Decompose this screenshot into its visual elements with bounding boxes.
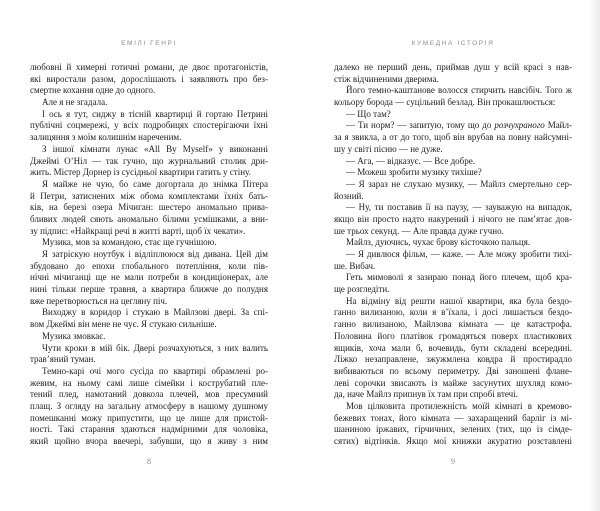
text-line: нині тільки перше травня, а квартира ближче до полудня xyxy=(30,284,268,295)
text-line: шаниною іржавих, гірчичних, зелених (тих, що із сімде- xyxy=(334,424,572,435)
text-line: ганно вилизаною, коли я в’їхала, і досі лишається бездо- xyxy=(334,307,572,318)
right-page xyxy=(334,0,572,511)
text-line: Я майже не чую, бо саме догортала до знімка Пітера xyxy=(42,178,268,189)
text-line: ганно вилизаною, Майлзова кімната — це катастрофа. xyxy=(334,319,572,330)
text-line: ще розгледіти. xyxy=(334,284,390,295)
text-line: бежевих тонах, його кімната — захаращений барліг із мі- xyxy=(334,412,572,423)
text-line: трав’яний туман. xyxy=(30,354,96,365)
text-line: який щойно вчора ввечері, забувши, що я живу з ним xyxy=(30,436,268,446)
text-line: збудовано до епохи глобального потепління, коли пів- xyxy=(30,260,268,271)
running-header-author: ЕМІЛІ ГЕНРІ xyxy=(121,40,177,47)
text-line: смертне кохання одне до одного. xyxy=(30,85,156,96)
text-line: Майлз, дуючись, чухає брову кісточкою пальця. xyxy=(346,237,531,248)
text-line: Джеймі О’Ніл — так гучно, що журнальний столик дри- xyxy=(30,155,268,166)
text-line: бливих людей сяють аномально білими усмішками, а вни- xyxy=(30,213,268,224)
text-line: ше трьох секунд. — Але правда дуже гучно. xyxy=(334,225,504,236)
text-line: І ось я тут, сиджу в тісній квартирці й гортаю Петрині xyxy=(42,108,268,119)
right-page-body xyxy=(334,62,572,448)
text-line: Чути кроки в мій бік. Двері розчахуються, з них валить xyxy=(42,342,268,353)
text-line: якщо він просто надто накурений і нічого не пам’ятає дов- xyxy=(334,213,572,224)
text-line: Музика, мов за командою, стає ще гучнішою. xyxy=(42,237,217,248)
left-page-number: 8 xyxy=(147,457,151,466)
text-line: кольору борода — суцільний безлад. Він прокашлюється: xyxy=(334,97,556,108)
text-line: стіж відчиненими дверима. xyxy=(334,73,439,84)
text-line: й Петри, затиснених між обома комплектами їхніх бать- xyxy=(30,190,268,201)
text-line: Половина його платівок громадяться поверх пластикових xyxy=(334,330,572,341)
text-line: Його темно-каштанове волосся стирчить навсібіч. Того ж xyxy=(346,85,572,96)
text-line: На відміну від решти нашої квартири, яка була бездо- xyxy=(346,295,572,306)
text-line: — Я зараз не слухаю музику, — Майлз смертельно сер- xyxy=(346,178,572,189)
text-line: Але я не згадала. xyxy=(42,97,108,108)
text-line: далеко не перший день, приймав душ у всій красі з нав- xyxy=(334,62,572,72)
text-line: — Ну, ти поставив її на паузу, — зауважую на випадок, xyxy=(346,202,572,213)
text-line: — Ага, — відказує. — Все добре. xyxy=(346,155,475,166)
left-page xyxy=(30,0,268,511)
text-line: Музика змовкає. xyxy=(42,330,106,341)
text-line: плащ. З огляду на загальну атмосферу в нашому душному xyxy=(30,400,268,411)
text-line: Темно-карі очі мого сусіда по квартирі обрамлені ро- xyxy=(42,365,268,376)
text-line: зу підпис: «Найкращі речі в житті варті, щоб їх чекати». xyxy=(30,225,246,236)
text-line: сятих) відтінків. Якщо мої книжки акуратно розставлені xyxy=(334,436,572,446)
text-line: леві сорочки звисають із майже засунутих шухляд комо- xyxy=(334,377,572,388)
text-line: — Ти норм? — запитую, тому що до розчухраного Майл- xyxy=(346,120,572,131)
text-line: Мов цілковита протилежність моїй кімнаті в кремово- xyxy=(346,400,572,411)
text-line: — Я дивлюся фільм, — каже. — Але можу зробити тихі- xyxy=(346,249,572,259)
text-line: — Можеш зробити музику тихіше? xyxy=(346,167,482,178)
text-line: жить. Містер Дорнер із сусідньої квартири гатить у стіну. xyxy=(30,167,251,178)
text-line: вом Джеймі він мене не чує. Я стукаю сильніше. xyxy=(30,319,217,330)
text-line: йозний. xyxy=(334,190,364,201)
text-line: — Що там? xyxy=(346,108,391,119)
text-line: за я звикла, а от до того, щоб він врубав на повну найсумні- xyxy=(334,132,572,143)
text-line: Я затріскую ноутбук і відліплююся від дивана. Цей дім xyxy=(42,249,268,259)
text-line: Ліжко незаправлене, зжужмлена ковдра й простирадло xyxy=(334,354,572,365)
text-line: ящиків, хоча мали б, вочевидь, бути складені всередині. xyxy=(334,342,572,353)
text-line: ності. Такі старання здаються надмірними для чоловіка, xyxy=(30,424,268,435)
text-line: жевим, на ньому самі лише сімейки і кострубатий пле- xyxy=(30,377,268,388)
text-line: любовні й химерні готичні романи, де двоє протагоністів, xyxy=(30,62,268,72)
text-line: залицяння з моїм колишнім нареченим. xyxy=(30,132,182,143)
text-line: ків, на березі озера Мічиган: шестеро аномально прива- xyxy=(30,202,268,213)
text-line: які виростали разом, дорослішають і заявляють про без- xyxy=(30,73,268,84)
text-line: ше. Вибач. xyxy=(334,260,376,271)
text-line: вже перетворюється на цегляну піч. xyxy=(30,295,168,306)
right-page-number: 9 xyxy=(451,457,455,466)
text-line: публічні соцмережі, у всіх подробицях спостерігаючи їхні xyxy=(30,120,268,131)
text-line: З іншої кімнати лунає «All By Myself» у виконанні xyxy=(42,143,268,154)
page-edge-shadow xyxy=(588,0,600,511)
text-line: Виходжу в коридор і стукаю в Майлзові двері. За спі- xyxy=(42,307,268,318)
text-line: помешканні можу припустити, що це лише для пристой- xyxy=(30,412,268,423)
running-header-title: КУМЕДНА ІСТОРІЯ xyxy=(411,40,495,47)
text-line: тений плед, намотаний довкола плечей, мов пресумний xyxy=(30,389,268,400)
text-line: да, наче Майлз припнув їх там при спробі втечі. xyxy=(334,389,518,400)
text-line: вибиваються по всьому периметру. Дві заношені флане- xyxy=(334,365,572,376)
left-page-body xyxy=(30,62,268,448)
text-line: Геть мимоволі я зазираю понад його плечем, щоб кра- xyxy=(346,272,572,283)
text-line: шу у світі пісню — не дуже. xyxy=(334,143,443,154)
text-line: нічні мічиганці ще не мали потреби в кондиціонерах, але xyxy=(30,272,268,283)
